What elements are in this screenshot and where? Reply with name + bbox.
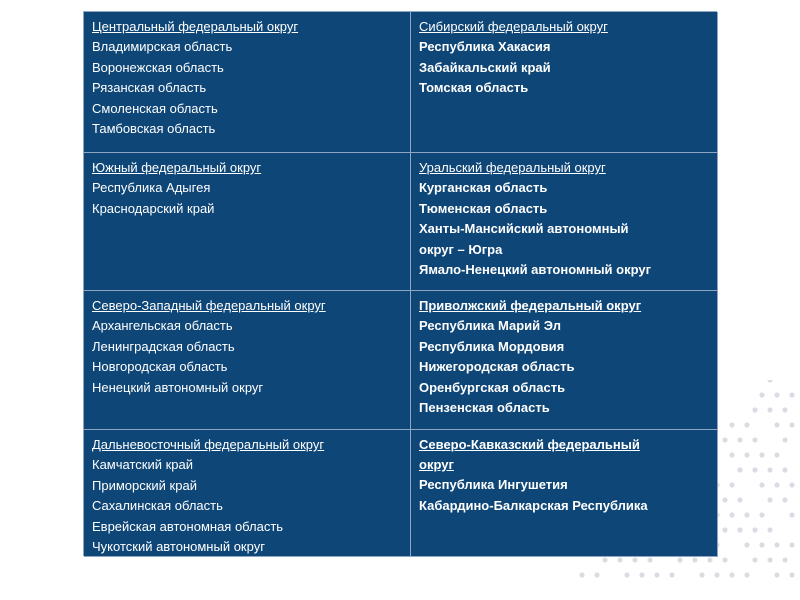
region-item: Ханты-Мансийский автономный округ – Югра: [419, 221, 629, 257]
district-heading: Уральский федеральный округ: [419, 160, 606, 175]
region-item: Ленинградская область: [92, 338, 235, 354]
region-item: Томская область: [419, 80, 529, 95]
decor-dot: [722, 437, 727, 442]
decor-dot: [737, 467, 742, 472]
decor-dot: [782, 497, 787, 502]
region-item: Чукотский автономный округ: [92, 539, 265, 554]
region-item: Рязанская область: [92, 80, 207, 95]
decor-dot: [729, 482, 734, 487]
region-item: Республика Марий Эл: [419, 318, 561, 333]
district-heading: Сибирский федеральный округ: [419, 19, 608, 34]
decor-dot: [617, 557, 622, 562]
decor-dot: [737, 497, 742, 502]
region-item: Камчатский край: [92, 457, 193, 472]
decor-dot: [767, 380, 772, 383]
decor-dot: [632, 557, 637, 562]
district-heading: Северо-Кавказский федеральный округ: [419, 437, 640, 472]
decor-dot: [624, 572, 629, 577]
region-item: Владимирская область: [92, 39, 233, 54]
decor-dot: [767, 467, 772, 472]
district-heading: Северо-Западный федеральный округ: [92, 298, 326, 313]
district-cell-southern: [84, 153, 411, 291]
decor-dot: [782, 557, 787, 562]
decor-dot: [579, 572, 584, 577]
region-item: Еврейская автономная область: [92, 518, 284, 534]
decor-dot: [692, 557, 697, 562]
decor-dot: [752, 407, 757, 412]
decor-dot: [789, 422, 794, 427]
district-heading: Дальневосточный федеральный округ: [92, 437, 325, 452]
decor-dot: [767, 527, 772, 532]
decor-dot: [789, 572, 794, 577]
region-item: Курганская область: [419, 180, 548, 195]
decor-dot: [759, 512, 764, 517]
decor-dot: [654, 572, 659, 577]
region-item: Кабардино-Балкарская Республика: [419, 497, 648, 513]
decor-dot: [789, 542, 794, 547]
decor-dot: [752, 467, 757, 472]
district-cell-north-caucasian: [411, 430, 718, 557]
decor-dot: [714, 572, 719, 577]
decor-dot: [774, 482, 779, 487]
region-item: Сахалинская область: [92, 498, 223, 513]
region-item: Ямало-Ненецкий автономный округ: [419, 262, 652, 277]
decor-dot: [767, 497, 772, 502]
decor-dot: [759, 482, 764, 487]
decor-dot: [759, 392, 764, 397]
region-item: Приморский край: [92, 477, 197, 493]
decor-dot: [782, 407, 787, 412]
region-item: Нижегородская область: [419, 359, 575, 374]
region-item: Тамбовская область: [92, 121, 216, 136]
region-item: Архангельская область: [92, 318, 233, 333]
region-item: Пензенская область: [419, 400, 550, 415]
decor-dot: [677, 557, 682, 562]
decor-dot: [767, 557, 772, 562]
decor-dot: [774, 572, 779, 577]
region-item: Смоленская область: [92, 100, 218, 116]
decor-dot: [729, 452, 734, 457]
decor-dot: [744, 542, 749, 547]
district-heading: Приволжский федеральный округ: [419, 298, 642, 313]
decor-dot: [722, 527, 727, 532]
decor-dot: [744, 422, 749, 427]
district-cell-far-eastern: [84, 430, 411, 557]
decor-dot: [752, 557, 757, 562]
decor-dot: [647, 557, 652, 562]
region-item: Воронежская область: [92, 59, 224, 75]
decor-dot: [744, 512, 749, 517]
region-item: Республика Мордовия: [419, 338, 565, 354]
region-item: Республика Хакасия: [419, 39, 551, 54]
federal-districts-table: [83, 11, 717, 556]
decor-dot: [594, 572, 599, 577]
decor-dot: [752, 437, 757, 442]
region-item: Забайкальский край: [419, 59, 551, 75]
region-item: Республика Адыгея: [92, 180, 211, 195]
district-heading: Южный федеральный округ: [92, 160, 262, 175]
decor-dot: [639, 572, 644, 577]
district-cell-northwestern: [84, 291, 411, 430]
decor-dot: [602, 557, 607, 562]
decor-dot: [774, 452, 779, 457]
decor-dot: [774, 392, 779, 397]
district-cell-central: [84, 12, 411, 153]
decor-dot: [744, 452, 749, 457]
decor-dot: [722, 497, 727, 502]
decor-dot: [774, 422, 779, 427]
decor-dot: [789, 482, 794, 487]
region-item: Оренбургская область: [419, 379, 566, 395]
district-cell-volga: [411, 291, 718, 430]
region-item: Республика Ингушетия: [419, 477, 568, 492]
decor-dot: [669, 572, 674, 577]
region-item: Тюменская область: [419, 200, 548, 216]
decor-dot: [782, 467, 787, 472]
decor-dot: [789, 392, 794, 397]
decor-dot: [729, 422, 734, 427]
decor-dot: [767, 407, 772, 412]
decor-dot: [759, 542, 764, 547]
decor-dot: [737, 437, 742, 442]
decor-dot: [699, 572, 704, 577]
district-cell-siberian: [411, 12, 718, 153]
region-item: Краснодарский край: [92, 200, 215, 216]
decor-dot: [707, 557, 712, 562]
decor-dot: [722, 557, 727, 562]
region-item: Ненецкий автономный округ: [92, 379, 264, 395]
region-item: Новгородская область: [92, 359, 228, 374]
decor-dot: [789, 512, 794, 517]
decor-dot: [759, 452, 764, 457]
decor-dot: [729, 572, 734, 577]
district-cell-ural: [411, 153, 718, 291]
district-heading: Центральный федеральный округ: [92, 19, 299, 34]
decor-dot: [774, 542, 779, 547]
decor-dot: [744, 572, 749, 577]
decor-dot: [737, 527, 742, 532]
decor-dot: [752, 527, 757, 532]
decor-dot: [782, 437, 787, 442]
decor-dot: [729, 512, 734, 517]
